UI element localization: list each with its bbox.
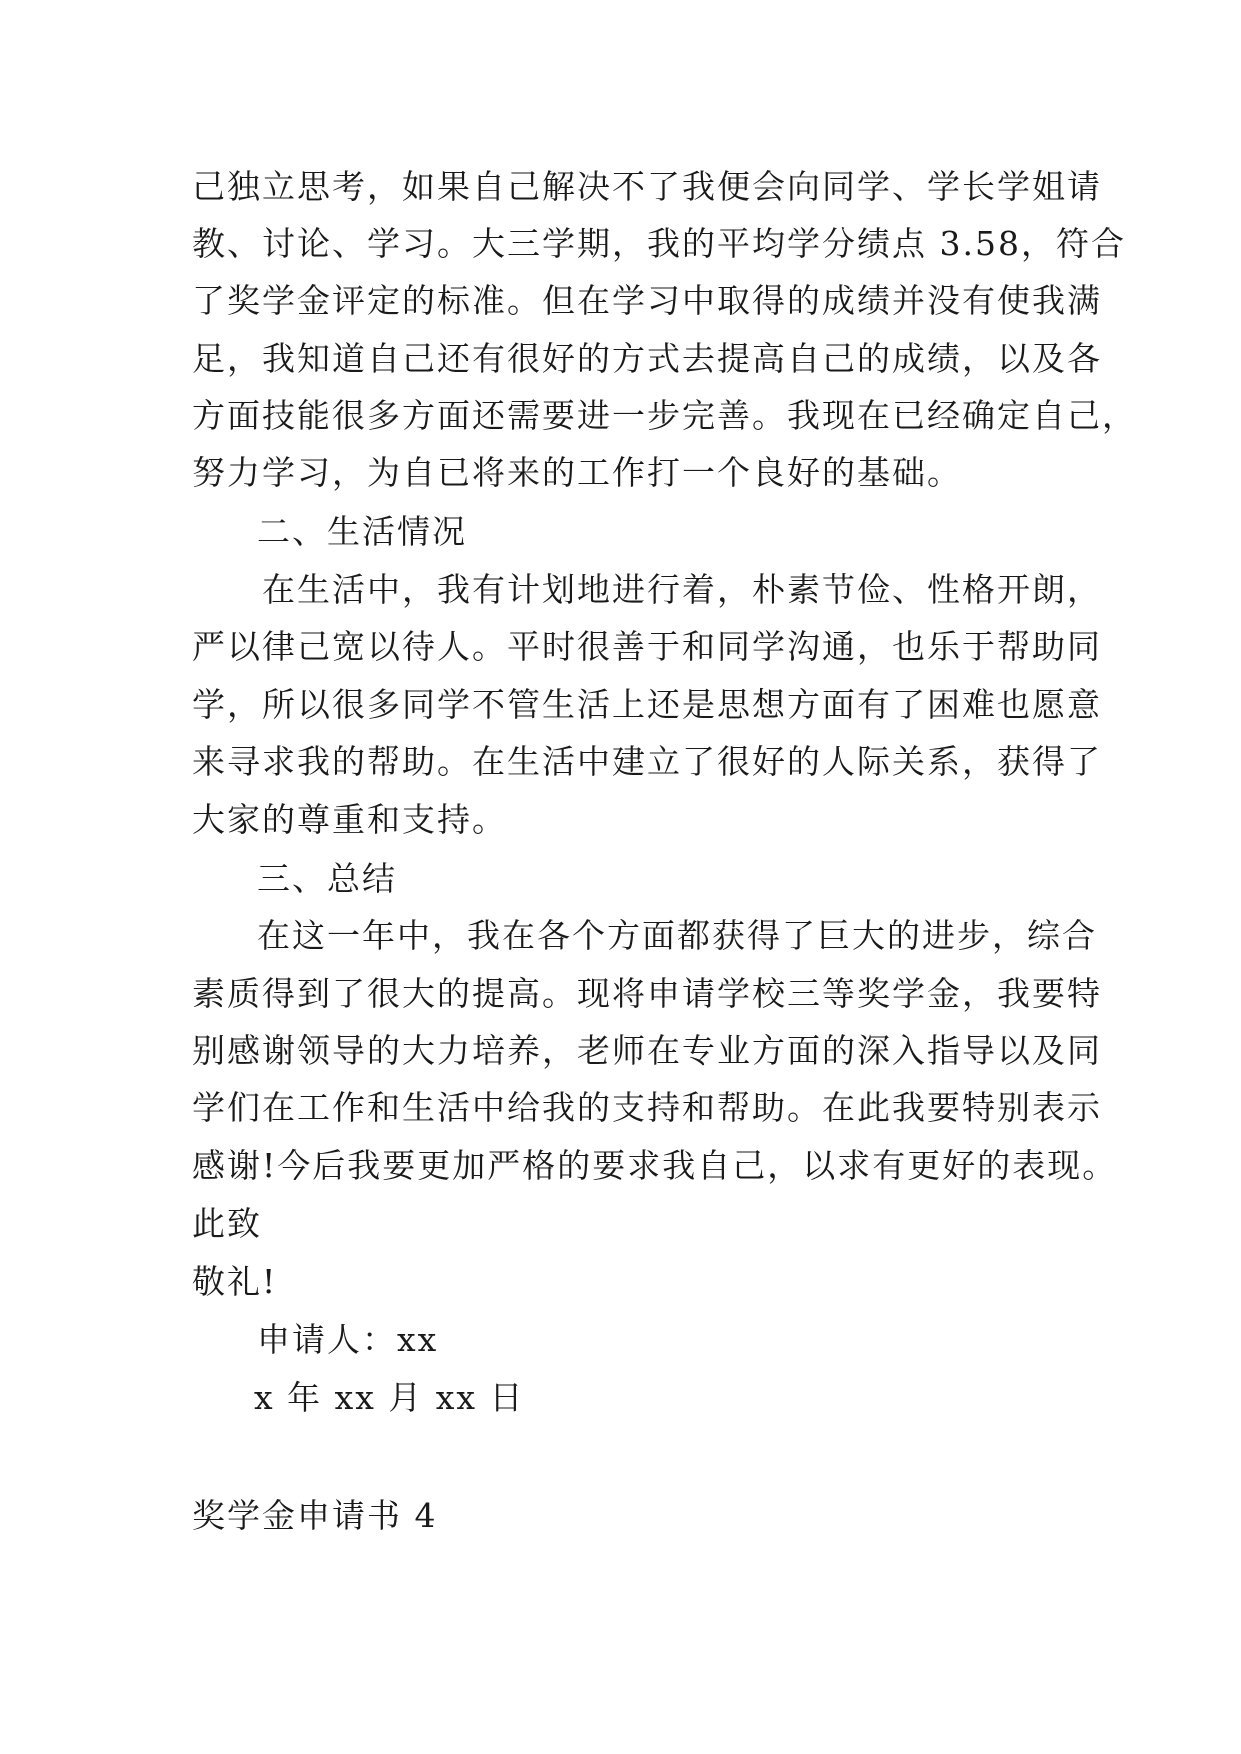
signature-date: x 年 xx 月 xx 日 — [254, 1378, 525, 1417]
applicant-signature: 申请人：xx — [257, 1320, 439, 1359]
paragraph-line: 己独立思考，如果自己解决不了我便会向同学、学长学姐请 — [192, 167, 1102, 206]
section-heading: 三、总结 — [257, 859, 397, 898]
section-heading: 二、生活情况 — [257, 512, 467, 551]
paragraph-line: 素质得到了很大的提高。现将申请学校三等奖学金，我要特 — [192, 974, 1102, 1013]
closing-salutation: 此致 — [192, 1204, 262, 1243]
paragraph-line: 教、讨论、学习。大三学期，我的平均学分绩点 3.58，符合 — [192, 224, 1126, 263]
paragraph-line: 大家的尊重和支持。 — [192, 800, 507, 839]
paragraph-line: 在生活中，我有计划地进行着，朴素节俭、性格开朗， — [262, 570, 1102, 609]
closing-salutation: 敬礼! — [192, 1262, 278, 1301]
paragraph-line: 学们在工作和生活中给我的支持和帮助。在此我要特别表示 — [192, 1088, 1102, 1127]
paragraph-line: 严以律己宽以待人。平时很善于和同学沟通，也乐于帮助同 — [192, 627, 1102, 666]
paragraph-line: 方面技能很多方面还需要进一步完善。我现在已经确定自己， — [192, 396, 1137, 435]
paragraph-line: 在这一年中，我在各个方面都获得了巨大的进步，综合 — [257, 916, 1097, 955]
paragraph-line: 足，我知道自己还有很好的方式去提高自己的成绩，以及各 — [192, 339, 1102, 378]
paragraph-line: 学，所以很多同学不管生活上还是思想方面有了困难也愿意 — [192, 685, 1102, 724]
document-title: 奖学金申请书 4 — [192, 1496, 438, 1535]
paragraph-line: 来寻求我的帮助。在生活中建立了很好的人际关系，获得了 — [192, 742, 1102, 781]
paragraph-line: 感谢!今后我要更加严格的要求我自己，以求有更好的表现。 — [192, 1146, 1118, 1185]
paragraph-line: 了奖学金评定的标准。但在学习中取得的成绩并没有使我满 — [192, 281, 1102, 320]
paragraph-line: 别感谢领导的大力培养，老师在专业方面的深入指导以及同 — [192, 1031, 1102, 1070]
paragraph-line: 努力学习，为自已将来的工作打一个良好的基础。 — [192, 453, 962, 492]
